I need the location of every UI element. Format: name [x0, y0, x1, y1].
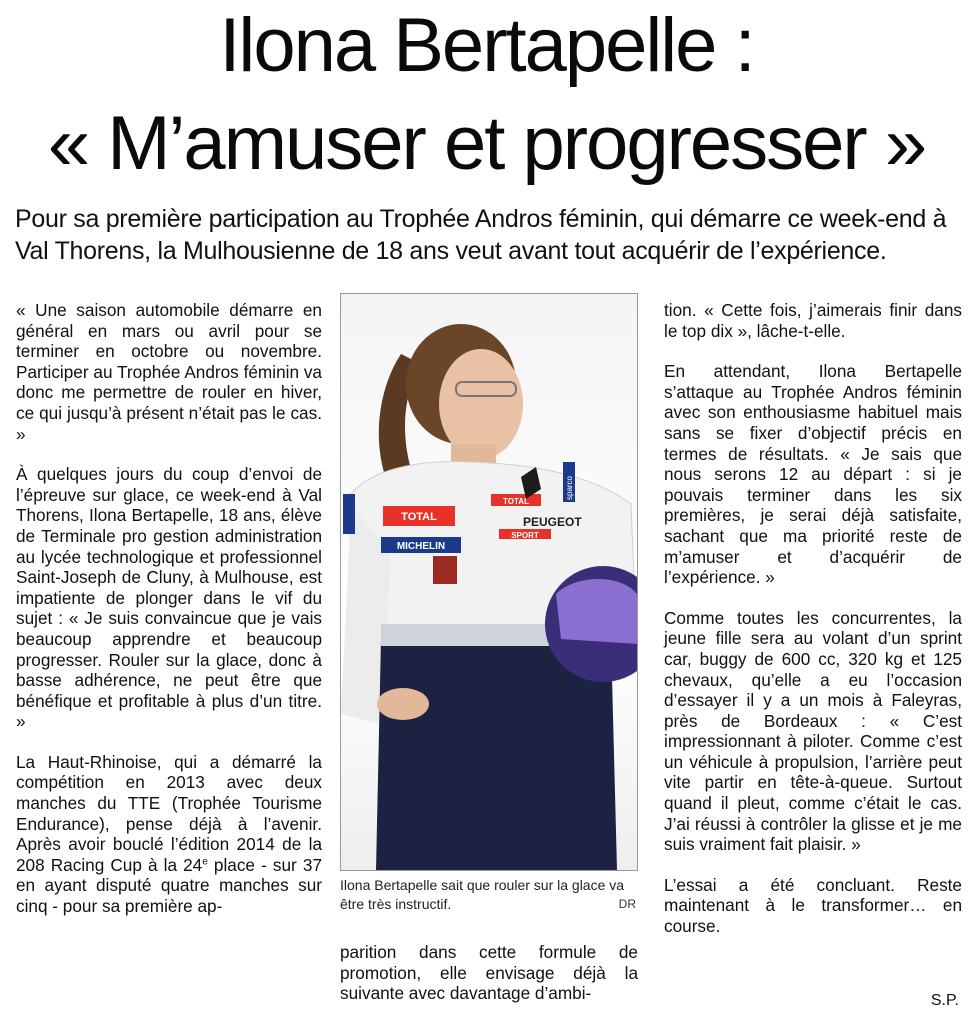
column-1	[16, 300, 322, 937]
paragraph: À quelques jours du coup d’envoi de l’épreuve sur glace, ce week-end à Val Thorens, Ilona Bertapelle, 18 ans, élève de Terminale pro gestion administration au lycée technologique et professionnel Saint-Joseph de Cluny, à Mulhouse, est impatiente de plonger dans le vif du sujet : « Je suis convaincue que je vais beaucoup apprendre et beaucoup progresser. Rouler sur la glace, donc à basse adhérence, ne peut être que bénéfique et profitable à plus d’un titre. »	[16, 464, 322, 732]
driver-photo	[340, 293, 638, 871]
paragraph: En attendant, Ilona Bertapelle s’attaque au Trophée Andros féminin avec son enthousiasme habituel mais sans se fixer d’objectif précis en termes de résultats. « Je sais que nous serons 12 au départ : si je pouvais terminer dans les six premières, je serai déjà satisfaite, sachant que ma priorité reste de m’amuser et d’acquérir de l’expérience. »	[664, 361, 962, 588]
patch-sparco: sparco	[565, 475, 574, 500]
patch-total: TOTAL	[401, 511, 437, 523]
patch-peugeot: PEUGEOT	[523, 515, 582, 529]
paragraph: « Une saison automobile démarre en général en mars ou avril pour se terminer en octobre ou novembre. Participer au Trophée Andros féminin va donc me permettre de rouler en hiver, ce qui jusqu’à présent n’était pas le cas. »	[16, 300, 322, 444]
column-3	[664, 300, 962, 957]
svg-text:TOTAL: TOTAL	[503, 497, 529, 506]
patch-sport: SPORT	[511, 531, 539, 540]
caption-text: Ilona Bertapelle sait que rouler sur la glace va être très instructif.	[340, 877, 625, 912]
paragraph: L’essai a été concluant. Reste maintenant à le transformer… en course.	[664, 874, 962, 937]
author-signature: S.P.	[930, 992, 959, 1009]
headline-line-2: « M’amuser et progresser »	[47, 101, 926, 186]
paragraph: La Haut-Rhinoise, qui a démarré la compétition en 2013 avec deux manches du TTE (Trophée Tourisme Endurance), pense déjà à l’avenir. Après avoir bouclé l’édition 2014 de la 208 Racing Cup à la 24e place - sur 37 en ayant disputé quatre manches sur cinq - pour sa première ap-	[16, 751, 322, 917]
paragraph: parition dans cette formule de promotion, elle envisage déjà la suivante avec davantage d’ambi-	[340, 942, 638, 1004]
paragraph: Comme toutes les concurrentes, la jeune fille sera au volant d’un sprint car, buggy de 600 cc, 320 kg et 125 chevaux, qu’elle a eu l’occasion d’essayer il y a un mois à Faleyras, près de Bordeaux : « C’est impressionnant à piloter. Comme c’est un véhicule à propulsion, l’arrière peut vite partir en tête-à-queue. Surtout quand il pleut, comme c’était le cas. J’ai réussi à contrôler la glisse et je me suis vraiment fait plaisir. »	[664, 607, 962, 855]
photo-caption	[340, 876, 636, 914]
column-2-text	[340, 942, 638, 1024]
headline-line-1: Ilona Bertapelle :	[219, 3, 754, 88]
patch-michelin: MICHELIN	[396, 541, 446, 552]
photo-credit: DR	[618, 897, 636, 911]
article-lede: Pour sa première participation au Trophée Andros féminin, qui démarre ce week-end à Val Thorens, la Mulhousienne de 18 ans veut avant tout acquérir de l’expérience.	[15, 205, 947, 265]
paragraph: tion. « Cette fois, j’aimerais finir dans le top dix », lâche-t-elle.	[664, 300, 962, 341]
